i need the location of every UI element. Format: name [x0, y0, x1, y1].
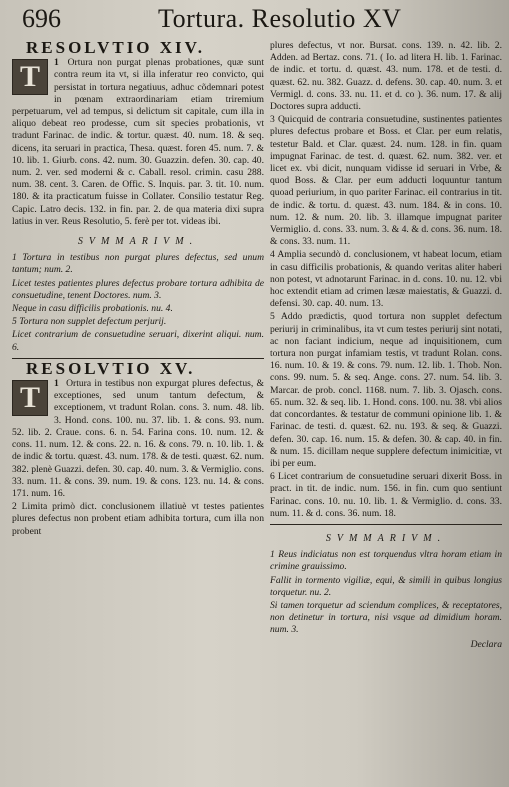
- page-header: [22, 4, 495, 38]
- left-column: [12, 40, 264, 783]
- summary-item: Licet contrarium de consuetudine seruari, dixerint aliqui. num. 6.: [12, 329, 264, 353]
- continued-paragraph: plures defectus, vt nor. Bursat. cons. 139. n. 42. lib. 2. Adden. ad Bertaz. cons. 71. ( Io. ad litera H. lib. 1. Farinac. de indic. et tortu. d. quæst. 43. num. 178. et de testi. d. quæst. 62. nu. 382. Guazz. d. defens. 30. cap. 40. num. 3. et Vermigl. d. cons. 33. nu. 11. et d. co ). 36. num. 17. & alij Doctores supra adducti.: [270, 40, 502, 113]
- running-head: Tortura. Resolutio XV: [158, 4, 402, 33]
- resolutio-14-paragraph: Ortura non purgat plenas probationes, quæ sunt contra reum ita vt, si illa inferatur reo convicto, qui persistat in tortura negatiuus, adhuc cõdemnari potest in pœnam extraordinariam etiam triremium perpetuarum, vel ad tempus, si delictum sit capitale, cum illa in aliquo debeat reo prodesse, cum sit species probationis, vt tradunt Farinac. de indic. & tortur. quæst. 40. num. 18. & seq. dicens, ita seruari in practica, Thesa. quæst. foren 45. num. 7. & 10. lib. 1. Giurb. cons. 42. num. 30. Guazzin. defen. 30. cap. 40. num. 2. ver. sed moderni & c. Caball. resol. crimin. casu 288. num. 38. cent. 3. Caren. de Offic. S. Inquis. par. 3. tit. 10. num. 180. & ita practicatum fuisse in Collater. Consilio testatur Reg. Capic. Latro decis. 132. in fin. par. 2. de qua materia dixi supra latius in ver. Reus Resolutio, 5. ferè per tot. videas ibi.: [12, 57, 264, 227]
- divider-rule: [270, 524, 502, 525]
- summary-item: 1 Reus indiciatus non est torquendus vltra horam etiam in crimine grauissimo.: [270, 549, 502, 573]
- resolutio-14-text: [12, 57, 264, 228]
- drop-cap-initial: T: [12, 380, 48, 416]
- paragraph-number-1: 1: [54, 378, 59, 390]
- resolutio-15-title: RESOLVTIO XV.: [26, 358, 196, 378]
- paragraph-6: 6 Licet contrarium de consuetudine seruari dixerit Boss. in pract. in tit. de indic. num. 156. in fin. cum quo sentiunt Farinac. cons. 10. nu. 10. lib. 1. & Vermiglio. d. cons. 33. num. 11. & d. cons. 36. num. 18.: [270, 471, 502, 519]
- drop-cap-initial: T: [12, 59, 48, 95]
- paragraph-number-1: 1: [54, 57, 59, 69]
- paragraph-3: 3 Quicquid de contraria consuetudine, sustinentes patientes plures defectus probare et Boss. et Clar. per eum relatis, testetur Bald. et Clar. quæst. 24. num. 128. in fin. quam impugnat Farinac. de test. d. quæst. 62. num. 382. ver. et licet ex. vbi dicit, nunquam vidisse id seruari in Vrbe, & quod Boss. & Clar. per eum adducti loquuntur tantum quoad periurium, in quo pariter Farinac. eil contrarius in tit. de indic. & tortu. d. quæst. 43. num. 184. & in cons. 10. num. 12. & num. 20. lib. 3. illamque impugnat pariter Vermiglio. d. cons. 33. num. 3. & 4. & d. cons. 36. num. 18. & cons. 33. num. 11.: [270, 114, 502, 248]
- summary-item: Licet testes patientes plures defectus probare tortura adhibita de consuetudine, tenent Doctores. num. 3.: [12, 277, 264, 301]
- right-column: [270, 40, 502, 783]
- summary-item: Fallit in tormento vigiliæ, equi, & simili in quibus longius torquetur. nu. 2.: [270, 574, 502, 598]
- summary-heading: SVMMARIVM.: [325, 532, 447, 544]
- catchword: Declara: [470, 638, 502, 650]
- summary-item: Si tamen torquetur ad sciendum complices, & receptatores, non detinetur in tortura, nisi vsque ad dimidium horam. num. 3.: [270, 599, 502, 636]
- resolutio-14-title: RESOLVTIO XIV.: [26, 40, 206, 57]
- summary-item: 5 Tortura non supplet defectum perjurij.: [12, 316, 167, 328]
- resolutio-15-paragraph-2: 2 Limita primò dict. conclusionem illatiuè vt testes patientes plures defectus non probent etiam adhibita tortura, cum illa non probent: [12, 501, 264, 537]
- page-number: 696: [22, 4, 61, 33]
- summary-heading: SVMMARIVM.: [77, 236, 199, 248]
- paragraph-5: 5 Addo prædictis, quod tortura non supplet defectum periurij in criminalibus, ita vt cum testes periurij sint notati, ac non faciant indicium, neque ad inquisitionem, cum tortura non purgat infamiam testis, vt tradunt Rolan. cons. 16. num. 10. & 19. & cons. 79. num. 12. lib. 1. Thob. Non. cons. 99. num. 5. & seq. Ange. cons. 27. num. 54. lib. 3. Marcar. de prob. concl. 1168. num. 7. lib. 3. Ojasch. cons. 65. num. 32. & seq. lib. 1. Hond. cons. 100. nu. 38. vbi alios dat concordantes. & testatur de communi opinione lib. 1. & Farinac. de testi. d. quæst. 62. nu. 193. & seq. & Guazzi. defen. 30. cap. 16. num. 15. & defen. 30. & cap. 40. in fin. & num. 15. dicillam neque supplere defectum inimicitiæ, vt ibi per eum.: [270, 311, 502, 469]
- resolutio-15-text: [12, 378, 264, 500]
- resolutio-15-paragraph: Ortura in testibus non expurgat plures defectus, & exceptiones, sed unum tantum defectum, & exceptionem, vt tradunt Rolan. cons. 3. num. 48. lib. 3. Hond. cons. 100. nu. 37. lib. 1. & cons. 93. num. 52. lib. 2. Craue. cons. 6. n. 54. Farina cons. 10. num. 12. & cons. 11. num. 12. & cons. 22. n. 16. & cons. 79. n. 10. lib. 1. & de indic & tortu. quæst. 43. num. 178. & de testi. quæst. 62. num. 382. plenè Guazzi. defen. 30. cap. 40. num. 3. & Vermiglio. cons. 33. num. 11. & cons. 39. num. 19. & cons. 123. nu. 14. & cons. 171. num. 16.: [12, 378, 264, 499]
- paragraph-4: 4 Amplia secundò d. conclusionem, vt habeat locum, etiam in casu difficilis probationis, & quando veritas aliter haberi non potest, vt adnotarunt Farinac. in d. cons. 10. nu. 12. vbi hoc extendit etiam ad crimen læsæ maiestatis, & Guazzi. d. defensi. 30. cap. 40. num. 13.: [270, 249, 502, 310]
- summary-item: Neque in casu difficilis probationis. nu. 4.: [12, 303, 173, 315]
- summary-item: 1 Tortura in testibus non purgat plures defectus, sed unum tantum; num. 2.: [12, 252, 264, 276]
